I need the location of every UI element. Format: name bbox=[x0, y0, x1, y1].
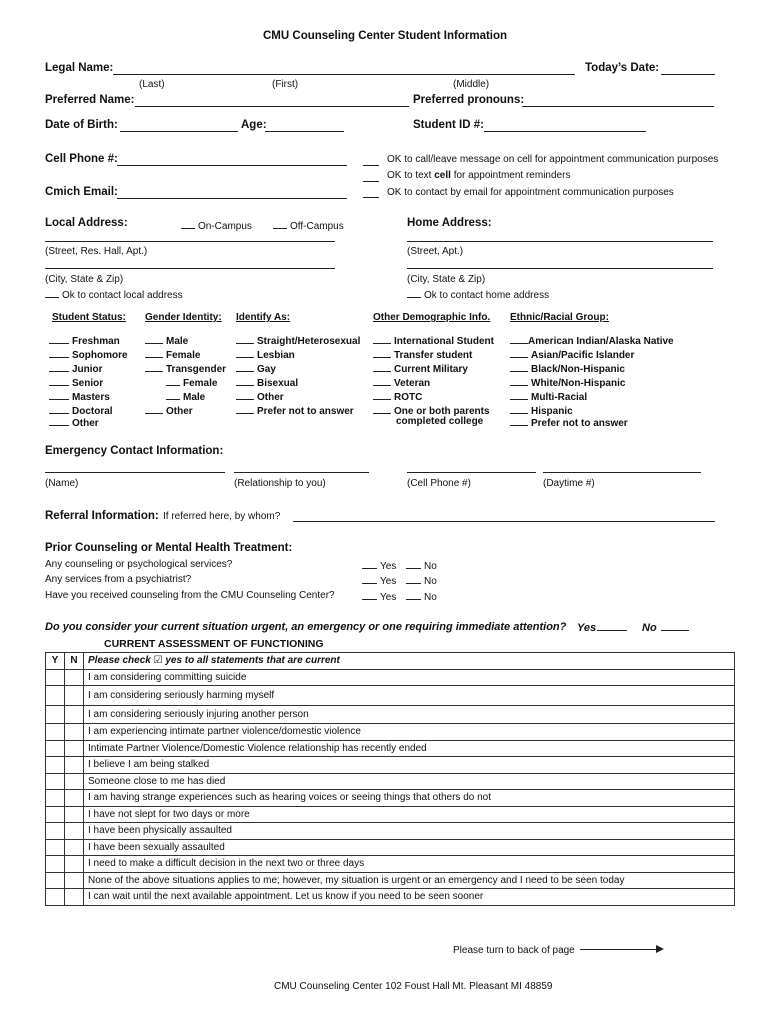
other-demo-option[interactable]: Current Military bbox=[373, 362, 468, 375]
age-label: Age: bbox=[241, 119, 267, 131]
student-status-option[interactable]: Other bbox=[49, 416, 99, 429]
local-street-sublabel: (Street, Res. Hall, Apt.) bbox=[45, 246, 148, 257]
ethnic-option[interactable]: Asian/Pacific Islander bbox=[510, 348, 634, 361]
prior-q2: Any services from a psychiatrist? bbox=[45, 574, 192, 585]
ethnic-option[interactable]: Multi-Racial bbox=[510, 390, 587, 403]
identify-as-option[interactable]: Straight/Heterosexual bbox=[236, 334, 360, 347]
arrow-right-icon bbox=[580, 949, 660, 950]
no-checkbox[interactable] bbox=[65, 889, 84, 906]
todays-date-field[interactable] bbox=[661, 74, 715, 75]
prior-counseling-heading: Prior Counseling or Mental Health Treatment: bbox=[45, 542, 293, 554]
on-campus-option[interactable]: On-Campus bbox=[181, 219, 252, 232]
footer-address: CMU Counseling Center 102 Foust Hall Mt. Pleasant MI 48859 bbox=[274, 981, 553, 992]
other-demo-option[interactable]: ROTC bbox=[373, 390, 422, 403]
ok-home-address-option[interactable]: Ok to contact home address bbox=[407, 288, 549, 301]
assessment-table bbox=[45, 652, 735, 906]
preferred-name-field[interactable] bbox=[135, 106, 409, 107]
no-checkbox[interactable] bbox=[65, 706, 84, 724]
middle-name-sublabel: (Middle) bbox=[453, 79, 490, 90]
assessment-statement: Someone close to me has died bbox=[84, 773, 735, 790]
home-city-field[interactable] bbox=[407, 268, 713, 269]
local-city-field[interactable] bbox=[45, 268, 335, 269]
urgent-question: Do you consider your current situation urgent, an emergency or one requiring immediate attention? bbox=[45, 621, 567, 633]
student-status-header: Student Status: bbox=[52, 312, 126, 323]
gender-identity-option[interactable]: Transgender bbox=[145, 362, 226, 375]
student-status-option[interactable]: Doctoral bbox=[49, 404, 113, 417]
assessment-statement: I am experiencing intimate partner violence/domestic violence bbox=[84, 724, 735, 741]
no-checkbox[interactable] bbox=[65, 823, 84, 840]
student-status-option[interactable]: Junior bbox=[49, 362, 103, 375]
assessment-statement: None of the above situations applies to me; however, my situation is urgent or an emergency and I need to be seen today bbox=[84, 872, 735, 889]
student-id-field[interactable] bbox=[484, 131, 646, 132]
legal-name-label: Legal Name: bbox=[45, 62, 114, 74]
assessment-statement: I have been physically assaulted bbox=[84, 823, 735, 840]
assessment-statement: I can wait until the next available appointment. Let us know if you need to be seen sooner bbox=[84, 889, 735, 906]
home-street-field[interactable] bbox=[407, 241, 713, 242]
gender-identity-option[interactable]: Female bbox=[166, 376, 217, 389]
age-field[interactable] bbox=[265, 131, 344, 132]
preferred-pronouns-label: Preferred pronouns: bbox=[413, 94, 525, 106]
cmich-email-label: Cmich Email: bbox=[45, 186, 118, 198]
assessment-row bbox=[46, 724, 735, 741]
emergency-heading: Emergency Contact Information: bbox=[45, 445, 224, 457]
ok-local-address-option[interactable]: Ok to contact local address bbox=[45, 288, 183, 301]
no-checkbox[interactable] bbox=[65, 757, 84, 774]
gender-identity-option[interactable]: Male bbox=[166, 390, 205, 403]
page-title: CMU Counseling Center Student Information bbox=[263, 30, 508, 42]
assessment-heading: CURRENT ASSESSMENT OF FUNCTIONING bbox=[104, 638, 324, 650]
assessment-row bbox=[46, 757, 735, 774]
other-demographic-header: Other Demographic Info. bbox=[373, 312, 491, 323]
assessment-statement: I need to make a difficult decision in the next two or three days bbox=[84, 856, 735, 873]
student-status-option[interactable]: Freshman bbox=[49, 334, 120, 347]
yes-checkbox[interactable] bbox=[46, 872, 65, 889]
assessment-statement: I am considering seriously injuring another person bbox=[84, 706, 735, 724]
no-checkbox[interactable] bbox=[65, 686, 84, 706]
no-checkbox[interactable] bbox=[65, 740, 84, 757]
no-checkbox[interactable] bbox=[65, 856, 84, 873]
yes-checkbox[interactable] bbox=[46, 856, 65, 873]
col-n-header: N bbox=[65, 653, 84, 670]
other-demo-option[interactable]: Transfer student bbox=[373, 348, 472, 361]
legal-name-field[interactable] bbox=[113, 74, 575, 75]
no-checkbox[interactable] bbox=[65, 790, 84, 807]
yes-checkbox[interactable] bbox=[46, 724, 65, 741]
assessment-row bbox=[46, 839, 735, 856]
emergency-cell-field[interactable] bbox=[407, 472, 536, 473]
yes-checkbox[interactable] bbox=[46, 790, 65, 807]
first-name-sublabel: (First) bbox=[272, 79, 299, 90]
last-name-sublabel: (Last) bbox=[139, 79, 165, 90]
no-checkbox[interactable] bbox=[65, 773, 84, 790]
assessment-statement: I am considering seriously harming myself bbox=[84, 686, 735, 706]
assessment-row bbox=[46, 773, 735, 790]
cell-phone-label: Cell Phone #: bbox=[45, 153, 118, 165]
assessment-statement: I am having strange experiences such as hearing voices or seeing things that others do not bbox=[84, 790, 735, 807]
assessment-statement: I have been sexually assaulted bbox=[84, 839, 735, 856]
yes-checkbox[interactable] bbox=[46, 806, 65, 823]
assessment-statement: I have not slept for two days or more bbox=[84, 806, 735, 823]
local-city-sublabel: (City, State & Zip) bbox=[45, 274, 124, 285]
urgent-yes[interactable]: Yes bbox=[577, 621, 630, 634]
prior-q1-yes[interactable]: Yes bbox=[362, 559, 396, 572]
ok-email-label: OK to contact by email for appointment communication purposes bbox=[387, 187, 674, 198]
identify-as-option[interactable]: Lesbian bbox=[236, 348, 295, 361]
no-checkbox[interactable] bbox=[65, 724, 84, 741]
yes-checkbox[interactable] bbox=[46, 669, 65, 686]
gender-identity-option[interactable]: Female bbox=[145, 348, 200, 361]
other-demo-option-continued: completed college bbox=[396, 416, 484, 427]
off-campus-option[interactable]: Off-Campus bbox=[273, 219, 344, 232]
yes-checkbox[interactable] bbox=[46, 706, 65, 724]
identify-as-option[interactable]: Prefer not to answer bbox=[236, 404, 354, 417]
ethnic-option[interactable]: American Indian/Alaska Native bbox=[510, 334, 674, 347]
assessment-row bbox=[46, 806, 735, 823]
no-checkbox[interactable] bbox=[65, 839, 84, 856]
preferred-name-label: Preferred Name: bbox=[45, 94, 135, 106]
cell-phone-field[interactable] bbox=[117, 165, 347, 166]
prior-q1-no[interactable]: No bbox=[406, 559, 437, 572]
no-checkbox[interactable] bbox=[65, 872, 84, 889]
emergency-name-sublabel: (Name) bbox=[45, 478, 79, 489]
assessment-statement: Intimate Partner Violence/Domestic Violence relationship has recently ended bbox=[84, 740, 735, 757]
ethnic-group-header: Ethnic/Racial Group: bbox=[510, 312, 609, 323]
prior-q2-no[interactable]: No bbox=[406, 574, 437, 587]
student-status-option[interactable]: Masters bbox=[49, 390, 110, 403]
yes-checkbox[interactable] bbox=[46, 889, 65, 906]
referral-field[interactable] bbox=[293, 521, 715, 522]
home-address-label: Home Address: bbox=[407, 217, 492, 229]
other-demo-option[interactable]: Veteran bbox=[373, 376, 430, 389]
emergency-cell-sublabel: (Cell Phone #) bbox=[407, 478, 471, 489]
arrowhead-icon bbox=[656, 945, 664, 953]
turn-page-note: Please turn to back of page bbox=[453, 945, 575, 956]
assessment-statement: I am considering committing suicide bbox=[84, 669, 735, 686]
assessment-row bbox=[46, 669, 735, 686]
col-y-header: Y bbox=[46, 653, 65, 670]
identify-as-option[interactable]: Other bbox=[236, 390, 284, 403]
yes-checkbox[interactable] bbox=[46, 823, 65, 840]
yes-checkbox[interactable] bbox=[46, 686, 65, 706]
gender-identity-header: Gender Identity: bbox=[145, 312, 222, 323]
student-id-label: Student ID #: bbox=[413, 119, 484, 131]
prior-q1: Any counseling or psychological services? bbox=[45, 559, 233, 570]
local-address-label: Local Address: bbox=[45, 217, 128, 229]
prior-q3: Have you received counseling from the CMU Counseling Center? bbox=[45, 590, 335, 601]
ok-email-checkbox[interactable] bbox=[363, 197, 379, 198]
assessment-row bbox=[46, 790, 735, 807]
assessment-row bbox=[46, 740, 735, 757]
yes-checkbox[interactable] bbox=[46, 773, 65, 790]
identify-as-option[interactable]: Bisexual bbox=[236, 376, 298, 389]
referral-heading: Referral Information: bbox=[45, 510, 159, 522]
assessment-row bbox=[46, 889, 735, 906]
ok-text-label: OK to text cell for appointment reminders bbox=[387, 170, 571, 181]
assessment-header-row bbox=[46, 653, 735, 670]
local-street-field[interactable] bbox=[45, 241, 335, 242]
assessment-row bbox=[46, 823, 735, 840]
no-checkbox[interactable] bbox=[65, 806, 84, 823]
yes-checkbox[interactable] bbox=[46, 757, 65, 774]
home-city-sublabel: (City, State & Zip) bbox=[407, 274, 486, 285]
ethnic-option[interactable]: White/Non-Hispanic bbox=[510, 376, 625, 389]
ethnic-option[interactable]: Prefer not to answer bbox=[510, 416, 628, 429]
gender-identity-option[interactable]: Other bbox=[145, 404, 193, 417]
cmich-email-field[interactable] bbox=[117, 198, 347, 199]
ethnic-option[interactable]: Black/Non-Hispanic bbox=[510, 362, 625, 375]
emergency-daytime-sublabel: (Daytime #) bbox=[543, 478, 595, 489]
ethnic-option[interactable]: Hispanic bbox=[510, 404, 573, 417]
assessment-row bbox=[46, 706, 735, 724]
other-demo-option[interactable]: One or both parents bbox=[373, 404, 490, 417]
no-checkbox[interactable] bbox=[65, 669, 84, 686]
other-demo-option[interactable]: International Student bbox=[373, 334, 494, 347]
prior-q2-yes[interactable]: Yes bbox=[362, 574, 396, 587]
assessment-row bbox=[46, 856, 735, 873]
emergency-relationship-sublabel: (Relationship to you) bbox=[234, 478, 326, 489]
gender-identity-option[interactable]: Male bbox=[145, 334, 188, 347]
todays-date-label: Today’s Date: bbox=[585, 62, 660, 74]
assessment-row bbox=[46, 686, 735, 706]
student-status-option[interactable]: Senior bbox=[49, 376, 103, 389]
assessment-statement: I believe I am being stalked bbox=[84, 757, 735, 774]
assessment-instruction: Please check ☑ yes to all statements that are current bbox=[84, 653, 735, 670]
ok-call-checkbox[interactable] bbox=[363, 165, 379, 166]
student-status-option[interactable]: Sophomore bbox=[49, 348, 128, 361]
ok-text-checkbox[interactable] bbox=[363, 181, 379, 182]
urgent-no[interactable]: No bbox=[642, 621, 692, 634]
identify-as-option[interactable]: Gay bbox=[236, 362, 276, 375]
emergency-daytime-field[interactable] bbox=[543, 472, 701, 473]
yes-checkbox[interactable] bbox=[46, 740, 65, 757]
emergency-name-field[interactable] bbox=[45, 472, 225, 473]
referral-prompt: If referred here, by whom? bbox=[163, 511, 281, 522]
dob-label: Date of Birth: bbox=[45, 119, 118, 131]
preferred-pronouns-field[interactable] bbox=[522, 106, 714, 107]
prior-q3-no[interactable]: No bbox=[406, 590, 437, 603]
emergency-relationship-field[interactable] bbox=[234, 472, 369, 473]
dob-field[interactable] bbox=[120, 131, 238, 132]
home-street-sublabel: (Street, Apt.) bbox=[407, 246, 464, 257]
prior-q3-yes[interactable]: Yes bbox=[362, 590, 396, 603]
yes-checkbox[interactable] bbox=[46, 839, 65, 856]
assessment-row bbox=[46, 872, 735, 889]
identify-as-header: Identify As: bbox=[236, 312, 291, 323]
ok-call-label: OK to call/leave message on cell for appointment communication purposes bbox=[387, 154, 719, 165]
